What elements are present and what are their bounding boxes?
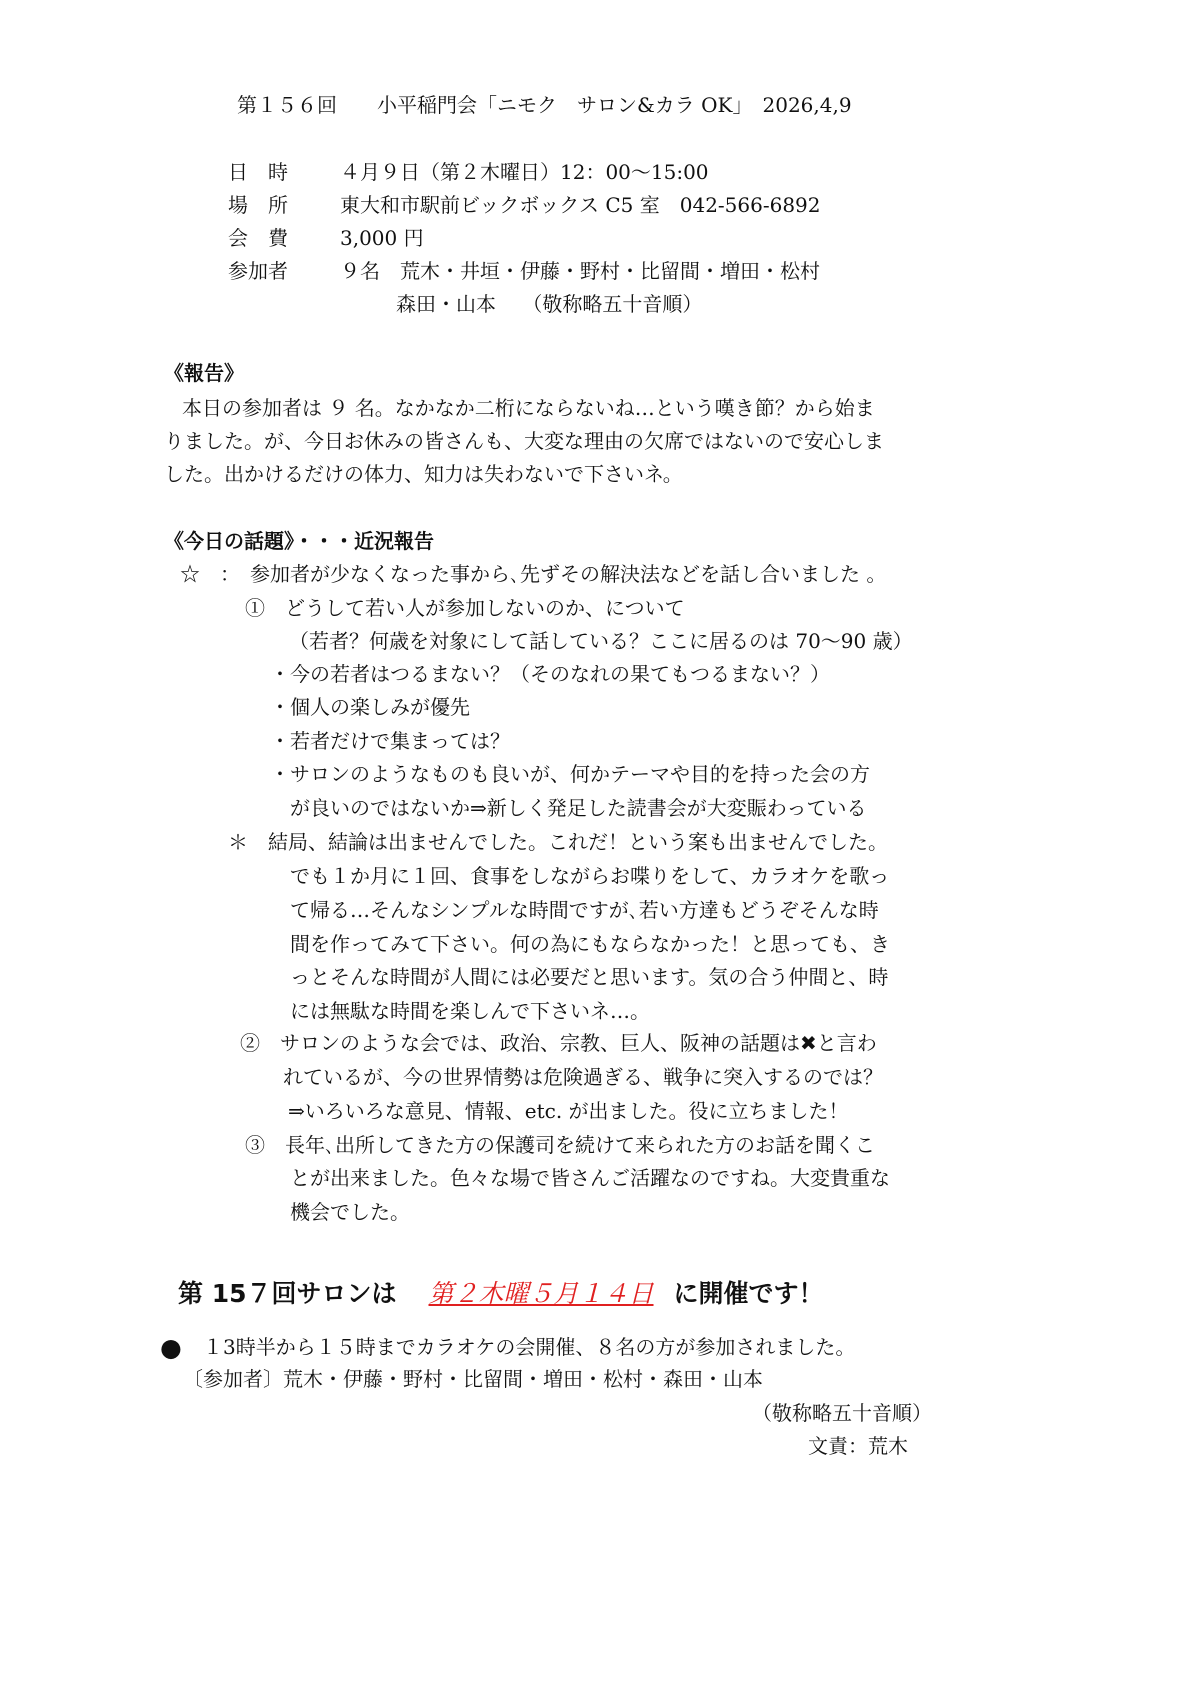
date-label: 日 時 [228,160,288,184]
page-title: 第１５６回 小平稲門会「ニモク サロン&カラ OK」 2026,4,9 [237,93,852,117]
next-session-announcement [178,1278,824,1310]
bullet-item: ・サロンのようなものも良いが、何かテーマや目的を持った会の方 [270,762,870,786]
report-line: した。出かけるだけの体力、知力は失わないで下さいネ。 [164,462,683,486]
conclusion-line: でも１か月に１回、食事をしながらお喋りをして、カラオケを歌っ [290,864,890,888]
place-label: 場 所 [228,193,288,217]
participants-value-cont: 森田・山本 （敬称略五十音順） [396,292,703,316]
author: 文責：荒木 [808,1434,908,1458]
topics-star-line: ☆ ： 参加者が少なくなった事から､先ずその解決法などを話し合いました 。 [180,562,887,586]
conclusion-line: には無駄な時間を楽しんで下さいネ…。 [290,999,650,1023]
participants-value: ９名 荒木・井垣・伊藤・野村・比留間・増田・松村 [340,259,820,283]
bullet-item-cont: が良いのではないか⇒新しく発足した読書会が大変賑わっている [290,796,867,820]
bullet-dot: ● [160,1333,182,1362]
conclusion-line: 間を作ってみて下さい。何の為にもならなかった！と思っても、き [290,932,890,956]
item1-title: ① どうして若い人が参加しないのか、について [245,596,685,620]
item2-line: れているが、今の世界情勢は危険過ぎる、戦争に突入するのでは？ [283,1065,883,1089]
report-heading: 《報告》 [164,361,244,385]
item3-line: とが出来ました。色々な場で皆さんご活躍なのですね。大変貴重な [290,1166,890,1190]
date-value: ４月９日（第２木曜日）12：00〜15:00 [340,160,709,184]
conclusion-line: っとそんな時間が人間には必要だと思います。気の合う仲間と、時 [290,965,889,989]
next-session-suffix: に開催です！ [673,1279,824,1308]
report-line: 本日の参加者は ９ 名。なかなか二桁にならないね…という嘆き節？から始ま [182,396,875,420]
place-value: 東大和市駅前ビックボックス C5 室 042-566-6892 [340,193,821,217]
next-session-prefix: 第 15７回サロンは [178,1279,397,1308]
conclusion-line: ＊ 結局、結論は出ませんでした。これだ！という案も出ませんでした。 [228,830,888,854]
conclusion-line: て帰る…そんなシンプルな時間ですが､若い方達もどうぞそんな時 [290,898,879,922]
bullet-item: ・個人の楽しみが優先 [270,695,470,719]
item2-line: ② サロンのような会では、政治、宗教、巨人、阪神の話題は✖と言わ [240,1031,877,1055]
karaoke-participants: 〔参加者〕荒木・伊藤・野村・比留間・増田・松村・森田・山本 [183,1367,763,1391]
item1-sub: （若者？何歳を対象にして話している？ここに居るのは 70〜90 歳） [289,629,913,653]
participants-label: 参加者 [228,259,288,283]
item3-line: ③ 長年､出所してきた方の保護司を続けて来られた方のお話を聞くこ [245,1133,875,1157]
fee-label: 会 費 [228,226,288,250]
item2-line: ⇒いろいろな意見、情報、etc. が出ました。役に立ちました！ [288,1099,849,1123]
item3-line: 機会でした。 [290,1200,410,1224]
next-session-date: 第２木曜５月１４日 [428,1279,654,1308]
bullet-item: ・若者だけで集まっては？ [270,729,510,753]
bullet-item: ・今の若者はつるまない？（そのなれの果てもつるまない？） [270,662,830,686]
fee-value: 3,000 円 [340,226,424,250]
karaoke-note: （敬称略五十音順） [752,1401,932,1425]
report-line: りました。が、今日お休みの皆さんも、大変な理由の欠席ではないので安心しま [164,429,884,453]
karaoke-line: １3時半から１５時までカラオケの会開催、８名の方が参加されました。 [203,1335,856,1359]
topics-heading: 《今日の話題》・・・近況報告 [164,529,434,553]
